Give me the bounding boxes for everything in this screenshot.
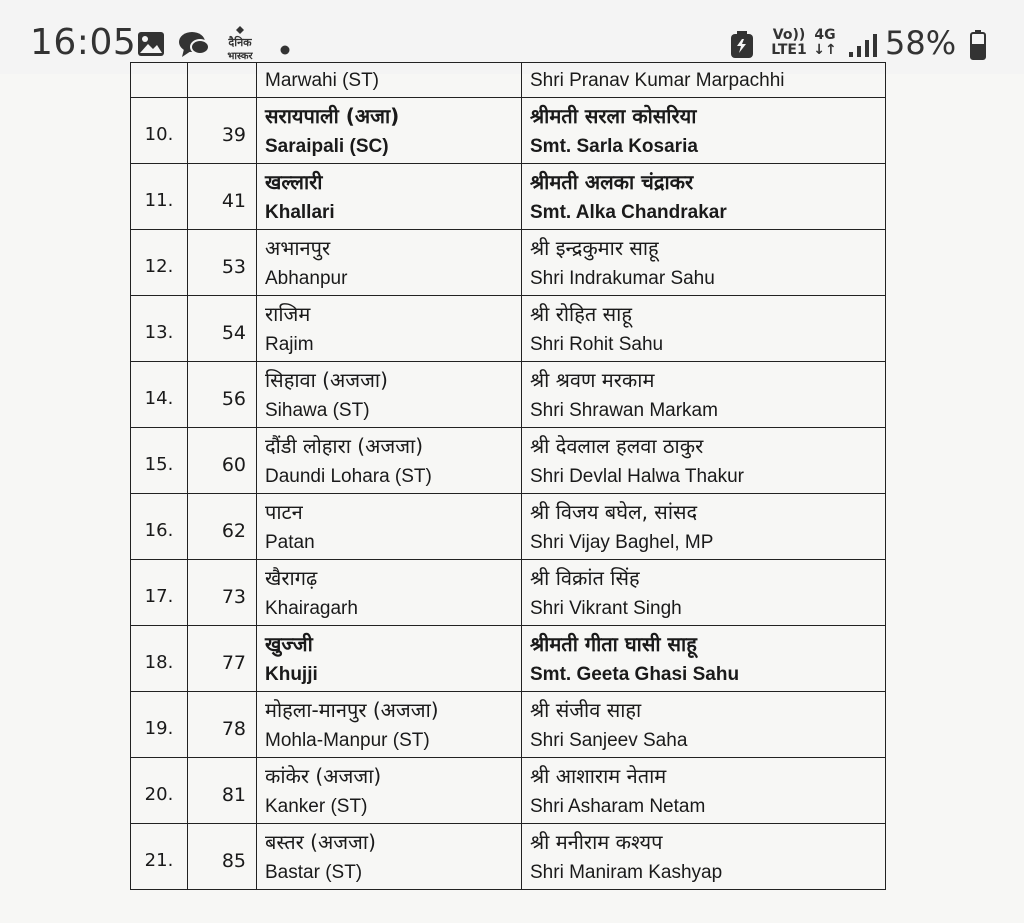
- candidate-name-english: Shri Indrakumar Sahu: [530, 267, 715, 289]
- candidate-name-english: Smt. Geeta Ghasi Sahu: [530, 663, 740, 685]
- constituency-name-hindi: मोहला-मानपुर (अजजा): [265, 697, 439, 722]
- data-arrows-icon: ↓↑: [813, 42, 837, 58]
- candidate-name-hindi: श्री विजय बघेल, सांसद: [530, 499, 698, 524]
- constituency-name-english: Kanker (ST): [265, 795, 368, 817]
- svg-text:दैनिक: दैनिक: [228, 36, 252, 49]
- constituency-name-english: Rajim: [265, 333, 314, 355]
- constituency-number-cell: 54: [188, 296, 257, 362]
- serial-number-cell: 12.: [131, 230, 188, 296]
- candidate-name-hindi: श्रीमती गीता घासी साहू: [530, 631, 697, 656]
- constituency-number-cell: 81: [188, 758, 257, 824]
- candidate-cell: [522, 758, 886, 824]
- constituency-number-cell: 39: [188, 98, 257, 164]
- constituency-name-english: Khairagarh: [265, 597, 358, 619]
- candidate-name-english: Shri Asharam Netam: [530, 795, 706, 817]
- serial-number-cell: 16.: [131, 494, 188, 560]
- constituency-number-cell: 60: [188, 428, 257, 494]
- candidate-cell: [522, 296, 886, 362]
- constituency-cell: [257, 626, 522, 692]
- candidate-name-english: Shri Maniram Kashyap: [530, 861, 723, 883]
- serial-number-cell: 10.: [131, 98, 188, 164]
- candidate-name-english: Shri Sanjeev Saha: [530, 729, 688, 751]
- candidate-name-hindi: श्री श्रवण मरकाम: [530, 367, 655, 392]
- candidate-cell: [522, 362, 886, 428]
- constituency-name-hindi: सरायपाली (अजा): [265, 103, 400, 128]
- constituency-cell: [257, 494, 522, 560]
- candidate-name-english: Smt. Alka Chandrakar: [530, 201, 727, 223]
- table-row: [131, 758, 886, 824]
- candidate-name-hindi: श्री आशाराम नेताम: [530, 763, 667, 788]
- battery-percent: 58%: [885, 24, 957, 62]
- candidate-cell: [522, 824, 886, 890]
- table-row: [131, 626, 886, 692]
- candidate-name-english: Smt. Sarla Kosaria: [530, 135, 698, 157]
- candidate-name-hindi: श्री रोहित साहू: [530, 301, 632, 326]
- candidate-name-english: Shri Vikrant Singh: [530, 597, 682, 619]
- candidate-table: [130, 62, 886, 890]
- constituency-name-hindi: कांकेर (अजजा): [265, 763, 382, 788]
- serial-number-cell: 14.: [131, 362, 188, 428]
- constituency-number-cell: 77: [188, 626, 257, 692]
- constituency-number-cell: 85: [188, 824, 257, 890]
- gallery-icon: [137, 31, 165, 61]
- candidate-name-english: Shri Vijay Baghel, MP: [530, 531, 714, 553]
- volte-label: Vo)): [772, 27, 806, 43]
- network-type-label: 4G: [814, 27, 836, 43]
- constituency-number-cell: 56: [188, 362, 257, 428]
- candidate-cell: [522, 626, 886, 692]
- table-row: [131, 63, 886, 98]
- constituency-name-hindi: खुज्जी: [265, 631, 313, 656]
- table-row: [131, 428, 886, 494]
- candidate-name-hindi: श्री देवलाल हलवा ठाकुर: [530, 433, 704, 458]
- constituency-cell: [257, 63, 522, 98]
- candidate-name-hindi: श्री विक्रांत सिंह: [530, 565, 640, 590]
- constituency-cell: [257, 692, 522, 758]
- constituency-name-english: Patan: [265, 531, 315, 553]
- table-row: [131, 494, 886, 560]
- constituency-name-english: Sihawa (ST): [265, 399, 370, 421]
- constituency-name-english: Mohla-Manpur (ST): [265, 729, 430, 751]
- dot-icon: [280, 40, 290, 59]
- constituency-name-hindi: दौंडी लोहारा (अजजा): [265, 433, 424, 458]
- constituency-number-cell: 73: [188, 560, 257, 626]
- network-type-indicator: [812, 28, 838, 58]
- constituency-name-hindi: खल्लारी: [265, 169, 323, 194]
- constituency-cell: [257, 428, 522, 494]
- table-row: [131, 362, 886, 428]
- battery-saver-icon: [729, 31, 755, 63]
- table-row: [131, 98, 886, 164]
- clock-time: 16:05: [30, 22, 137, 63]
- candidate-name-hindi: श्री संजीव साहा: [530, 697, 642, 722]
- serial-number-cell: 18.: [131, 626, 188, 692]
- candidate-cell: [522, 230, 886, 296]
- constituency-cell: [257, 296, 522, 362]
- table-row: [131, 230, 886, 296]
- constituency-number-cell: 62: [188, 494, 257, 560]
- candidate-name-english: Shri Rohit Sahu: [530, 333, 664, 355]
- candidate-name-hindi: श्रीमती सरला कोसरिया: [530, 103, 697, 128]
- serial-number-cell: 13.: [131, 296, 188, 362]
- volte-indicator: [767, 28, 811, 58]
- constituency-cell: [257, 362, 522, 428]
- candidate-name-hindi: श्रीमती अलका चंद्राकर: [530, 169, 694, 194]
- constituency-cell: [257, 758, 522, 824]
- candidate-name-hindi: श्री मनीराम कश्यप: [530, 829, 663, 854]
- constituency-cell: [257, 164, 522, 230]
- constituency-name-hindi: अभानपुर: [265, 235, 331, 260]
- serial-number-cell: 15.: [131, 428, 188, 494]
- constituency-cell: [257, 230, 522, 296]
- table-row: [131, 560, 886, 626]
- candidate-name-hindi: श्री इन्द्रकुमार साहू: [530, 235, 659, 260]
- table-row: [131, 824, 886, 890]
- constituency-name-english: Saraipali (SC): [265, 135, 389, 157]
- constituency-name-english: Bastar (ST): [265, 861, 363, 883]
- serial-number-cell: 11.: [131, 164, 188, 230]
- constituency-name-hindi: बस्तर (अजजा): [265, 829, 376, 854]
- constituency-name-english: Marwahi (ST): [265, 69, 380, 91]
- svg-text:भास्कर: भास्कर: [227, 51, 253, 62]
- constituency-name-hindi: खैरागढ़: [265, 565, 318, 590]
- table-row: [131, 164, 886, 230]
- constituency-name-english: Khujji: [265, 663, 318, 685]
- candidate-cell: [522, 63, 886, 98]
- constituency-number-cell: [188, 63, 257, 98]
- constituency-name-english: Abhanpur: [265, 267, 348, 289]
- constituency-cell: [257, 98, 522, 164]
- table-row: [131, 692, 886, 758]
- constituency-number-cell: 53: [188, 230, 257, 296]
- document-page: [0, 69, 1024, 923]
- constituency-cell: [257, 824, 522, 890]
- serial-number-cell: [131, 63, 188, 98]
- serial-number-cell: 17.: [131, 560, 188, 626]
- candidate-cell: [522, 164, 886, 230]
- constituency-name-english: Khallari: [265, 201, 335, 223]
- constituency-name-hindi: राजिम: [265, 301, 311, 326]
- serial-number-cell: 20.: [131, 758, 188, 824]
- serial-number-cell: 21.: [131, 824, 188, 890]
- candidate-cell: [522, 692, 886, 758]
- candidate-name-english: Shri Devlal Halwa Thakur: [530, 465, 745, 487]
- constituency-name-hindi: सिहावा (अजजा): [265, 367, 388, 392]
- constituency-name-hindi: पाटन: [265, 499, 303, 524]
- signal-strength-icon: [848, 32, 878, 62]
- candidate-cell: [522, 428, 886, 494]
- serial-number-cell: 19.: [131, 692, 188, 758]
- candidate-cell: [522, 560, 886, 626]
- battery-icon: [970, 30, 986, 64]
- candidate-cell: [522, 494, 886, 560]
- chat-icon: [178, 31, 210, 63]
- candidate-name-english: Shri Shrawan Markam: [530, 399, 718, 421]
- lte-label: LTE1: [771, 42, 807, 58]
- constituency-number-cell: 78: [188, 692, 257, 758]
- table-row: [131, 296, 886, 362]
- candidate-cell: [522, 98, 886, 164]
- constituency-name-english: Daundi Lohara (ST): [265, 465, 432, 487]
- candidate-name-english: Shri Pranav Kumar Marpachhi: [530, 69, 785, 91]
- constituency-cell: [257, 560, 522, 626]
- constituency-number-cell: 41: [188, 164, 257, 230]
